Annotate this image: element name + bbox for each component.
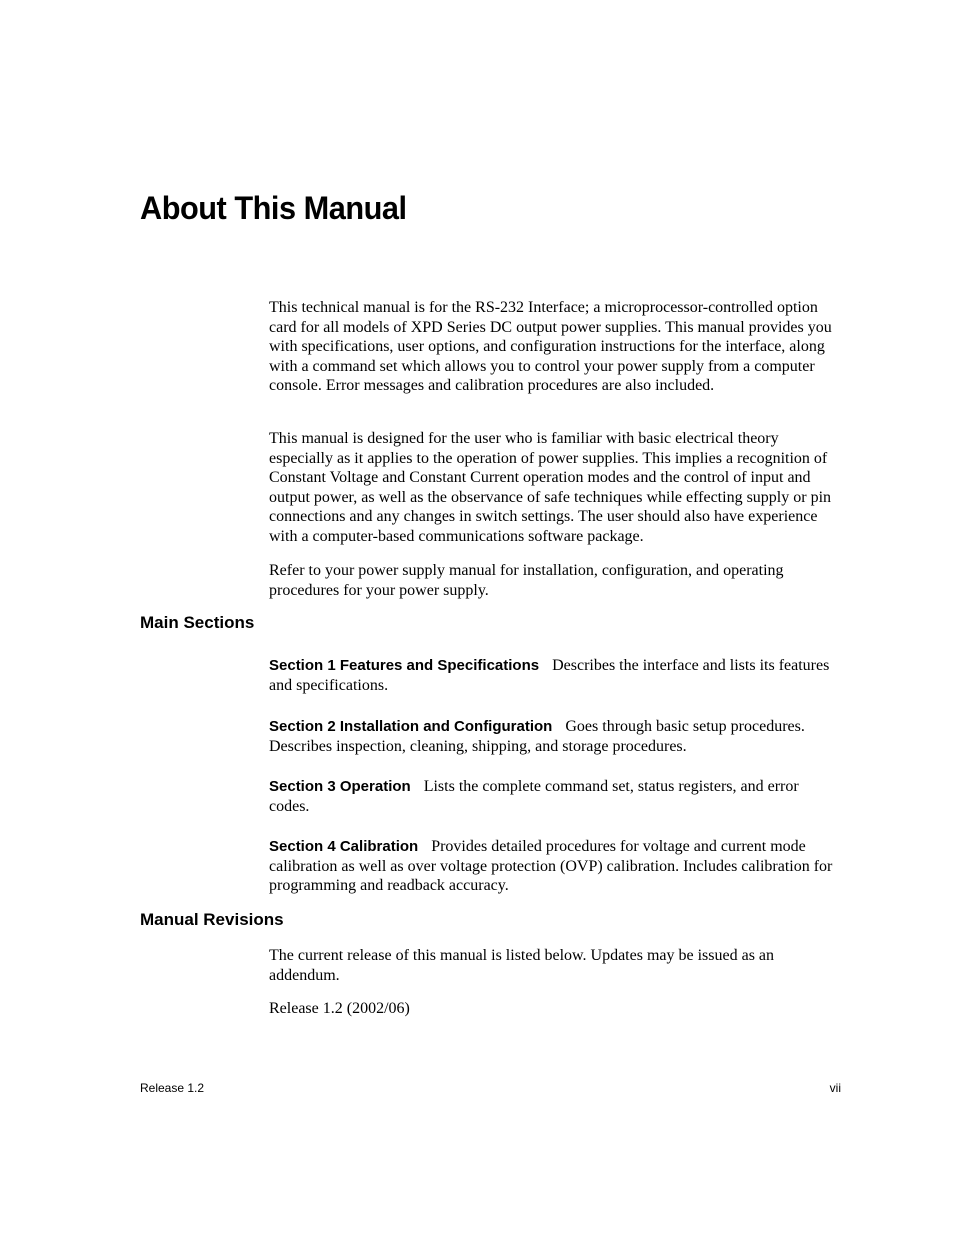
section-4-title: Section 4 Calibration — [269, 838, 419, 855]
intro-paragraph-1: This technical manual is for the RS-232 Interface; a microprocessor-controlled option card for all models of XPD Series DC output power supplies. This manual provides you with specifications, user options, and configuration instructions for the interface, along with a command set which allows you to control your power supply from a computer console. Error messages and calibration procedures are also included. — [269, 299, 832, 395]
section-1-entry — [269, 656, 841, 695]
section-4-description: Provides detailed procedures for voltage and current mode calibration as well as over voltage protection (OVP) calibration. Includes calibration for programming and readback accuracy. — [269, 838, 833, 895]
intro-paragraph-2: This manual is designed for the user who is familiar with basic electrical theory especially as it applies to the operation of power supplies. This implies a recognition of Constant Voltage and Constant Current operation modes and the control of input and output power, as well as the observance of safe techniques while effecting supply or pin connections and any changes in switch settings. The user should also have experience with a computer-based communications software package. — [269, 430, 832, 545]
footer-release: Release 1.2 — [140, 1081, 205, 1095]
page-title: About This Manual — [140, 190, 407, 226]
section-3-entry — [269, 777, 841, 816]
section-2-description: Goes through basic setup procedures. Describes inspection, cleaning, shipping, and storage procedures. — [269, 718, 805, 755]
section-3-description: Lists the complete command set, status registers, and error codes. — [269, 778, 799, 815]
section-2-entry — [269, 717, 841, 756]
section-3-title: Section 3 Operation — [269, 778, 411, 795]
section-2-title: Section 2 Installation and Configuration — [269, 718, 553, 735]
revisions-paragraph: The current release of this manual is listed below. Updates may be issued as an addendum. — [269, 947, 775, 984]
page-number: vii — [829, 1081, 841, 1095]
section-1-title: Section 1 Features and Specifications — [269, 657, 540, 674]
release-entry: Release 1.2 (2002/06) — [269, 1000, 410, 1017]
main-sections-heading: Main Sections — [140, 613, 255, 632]
manual-revisions-heading: Manual Revisions — [140, 910, 284, 929]
section-1-description: Describes the interface and lists its features and specifications. — [269, 657, 830, 694]
intro-paragraph-3: Refer to your power supply manual for installation, configuration, and operating procedures for your power supply. — [269, 562, 784, 599]
section-4-entry — [269, 837, 841, 896]
